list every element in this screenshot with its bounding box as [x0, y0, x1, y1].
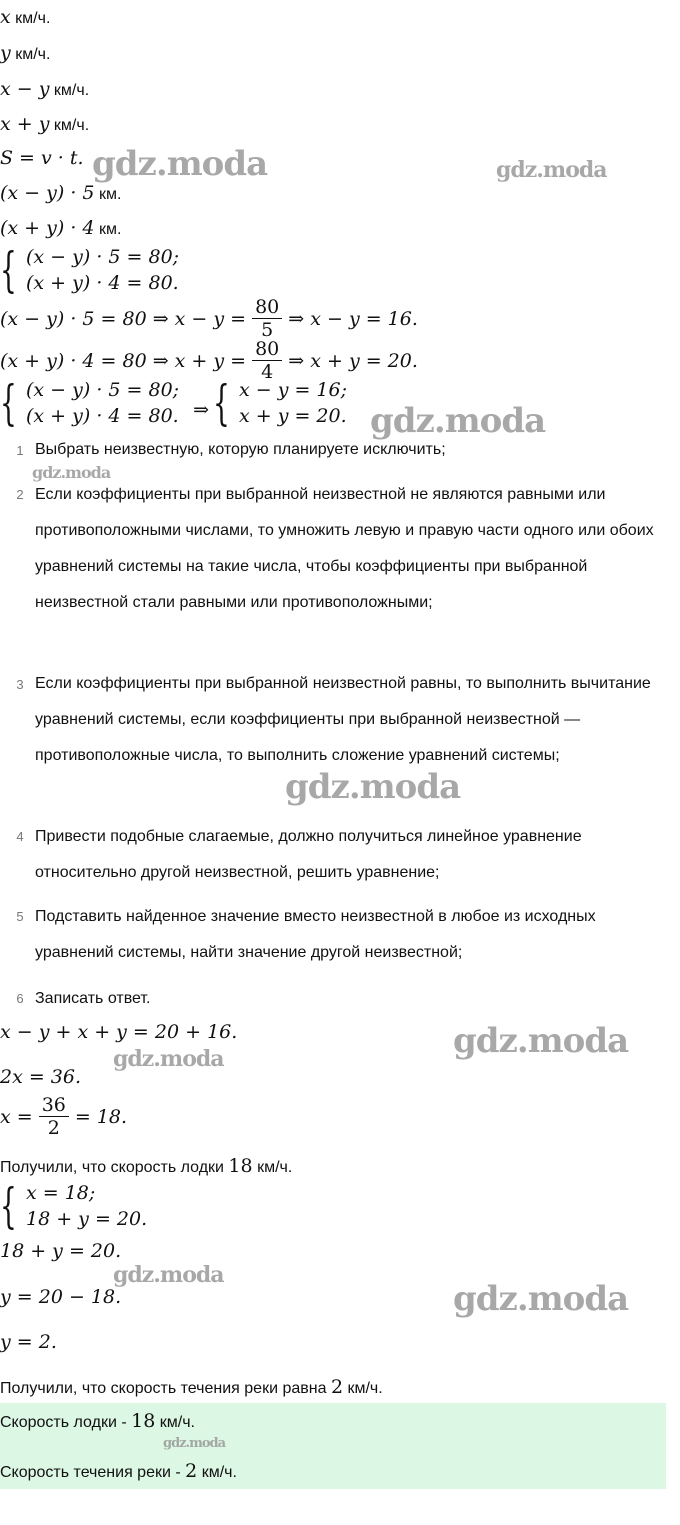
solution-line-2: 2x = 36.	[0, 1066, 82, 1088]
system-row: x − y = 16;	[238, 379, 348, 401]
brace-icon: {	[212, 375, 230, 431]
answer-current-speed	[0, 1460, 237, 1482]
step-text: Если коэффициенты при выбранной неизвестной равны, то выполнить вычитание уравнений системы, если коэффициенты при выбранной неизвестной — противоположные числа, то выполнить сложение уравнений системы;	[35, 675, 651, 764]
math-expr: x − y	[0, 78, 50, 100]
implies-arrow: ⇒	[193, 399, 209, 421]
solution-line-3	[0, 1094, 127, 1139]
math-expr: (x − y) · 5 = 80 ⇒ x − y =	[0, 307, 247, 330]
watermark-logo: gdz.moda	[113, 1262, 224, 1288]
solution-line-1: x − y + x + y = 20 + 16.	[0, 1021, 238, 1043]
solution-line-5: 18 + y = 20.	[0, 1240, 122, 1262]
math-value: 2	[330, 1376, 344, 1398]
unit-label: км/ч.	[53, 82, 90, 99]
watermark-logo: gdz.moda	[285, 767, 461, 807]
answer-boat-speed	[0, 1410, 195, 1432]
numerator: 80	[252, 296, 282, 319]
system-row: (x + y) · 4 = 80.	[26, 405, 179, 427]
system-row: (x + y) · 4 = 80.	[26, 272, 179, 294]
boat-speed-conclusion	[0, 1155, 292, 1177]
step-text: Выбрать неизвестную, которую планируете исключить;	[35, 441, 446, 458]
watermark-logo: gdz.moda	[453, 1279, 629, 1319]
denominator: 2	[47, 1117, 60, 1139]
step-text: Привести подобные слагаемые, должно получиться линейное уравнение относительно другой неизвестной, решить уравнение;	[35, 828, 582, 881]
step-number: 6	[16, 991, 24, 1006]
current-speed-conclusion	[0, 1376, 383, 1398]
unit-label: км/ч.	[201, 1464, 237, 1481]
step-text: Подставить найденное значение вместо неизвестной в любое из исходных уравнений системы, найти значение другой неизвестной;	[35, 908, 596, 961]
brace-icon: {	[0, 242, 17, 298]
answer-text: Скорость течения реки -	[0, 1464, 181, 1481]
denominator: 4	[261, 361, 274, 383]
distance-formula: S = v · t.	[0, 147, 84, 169]
unit-label: км/ч.	[347, 1380, 383, 1397]
numerator: 36	[39, 1094, 69, 1117]
math-expr: ⇒ x + y = 20.	[288, 349, 418, 372]
numerator: 80	[252, 338, 282, 361]
step-number: 1	[16, 443, 24, 458]
distance-downstream	[0, 217, 121, 239]
math-expr: ⇒ x − y = 16.	[288, 307, 418, 330]
equation-system-4	[0, 1180, 147, 1232]
system-row: x + y = 20.	[238, 405, 347, 427]
math-expr: = 18.	[74, 1105, 128, 1128]
math-expr: y	[0, 42, 11, 64]
math-value: 2	[185, 1460, 198, 1482]
math-expr: (x + y) · 4 = 80 ⇒ x + y =	[0, 349, 247, 372]
math-expr: (x − y) · 5	[0, 182, 95, 204]
solution-line-7: y = 2.	[0, 1331, 57, 1353]
solution-line-6: y = 20 − 18.	[0, 1286, 122, 1308]
equation-system-2	[0, 377, 347, 429]
math-expr: x + y	[0, 113, 50, 135]
unit-label: км/ч.	[53, 117, 90, 134]
brace-icon: {	[0, 1178, 17, 1234]
math-value: 18	[228, 1155, 253, 1177]
unit-label: км/ч.	[159, 1414, 195, 1431]
speed-x-line	[0, 6, 50, 28]
step-number: 4	[16, 829, 24, 844]
unit-label: км/ч.	[15, 10, 51, 27]
speed-upstream-line	[0, 78, 89, 100]
watermark-logo: gdz.moda	[113, 1046, 224, 1072]
conclusion-text: Получили, что скорость течения реки равна	[0, 1380, 327, 1397]
step-number: 3	[16, 677, 24, 692]
watermark-logo: gdz.moda	[453, 1021, 629, 1061]
unit-label: км.	[98, 186, 122, 203]
derived-equation-1	[0, 296, 418, 341]
system-row: (x − y) · 5 = 80;	[26, 379, 180, 401]
denominator: 5	[261, 319, 274, 341]
watermark-logo: gdz.moda	[92, 144, 268, 184]
fraction	[252, 296, 282, 341]
distance-upstream	[0, 182, 121, 204]
math-expr: x =	[0, 1105, 33, 1128]
watermark-logo: gdz.moda	[163, 1436, 226, 1451]
math-expr: (x + y) · 4	[0, 217, 95, 239]
watermark-logo: gdz.moda	[496, 157, 607, 183]
system-row: x = 18;	[26, 1182, 96, 1204]
math-expr: x	[0, 6, 11, 28]
system-row: 18 + y = 20.	[26, 1208, 148, 1230]
conclusion-text: Получили, что скорость лодки	[0, 1159, 224, 1176]
equation-system-1	[0, 244, 179, 296]
answer-text: Скорость лодки -	[0, 1414, 127, 1431]
watermark-logo: gdz.moda	[370, 401, 546, 441]
unit-label: км.	[98, 221, 122, 238]
step-number: 2	[16, 487, 24, 502]
system-row: (x − y) · 5 = 80;	[26, 246, 180, 268]
step-text: Если коэффициенты при выбранной неизвестной не являются равными или противоположными числами, то умножить левую и правую части одного или обоих уравнений системы на такие числа, чтобы коэффициенты при выбранной неизвестной стали равными или противоположными;	[35, 486, 654, 611]
unit-label: км/ч.	[15, 46, 51, 63]
brace-icon: {	[0, 375, 17, 431]
fraction	[39, 1094, 69, 1139]
step-number: 5	[16, 909, 24, 924]
watermark-logo: gdz.moda	[32, 463, 111, 482]
speed-y-line	[0, 42, 50, 64]
math-value: 18	[131, 1410, 156, 1432]
speed-downstream-line	[0, 113, 89, 135]
step-text: Записать ответ.	[35, 990, 151, 1007]
unit-label: км/ч.	[257, 1159, 293, 1176]
